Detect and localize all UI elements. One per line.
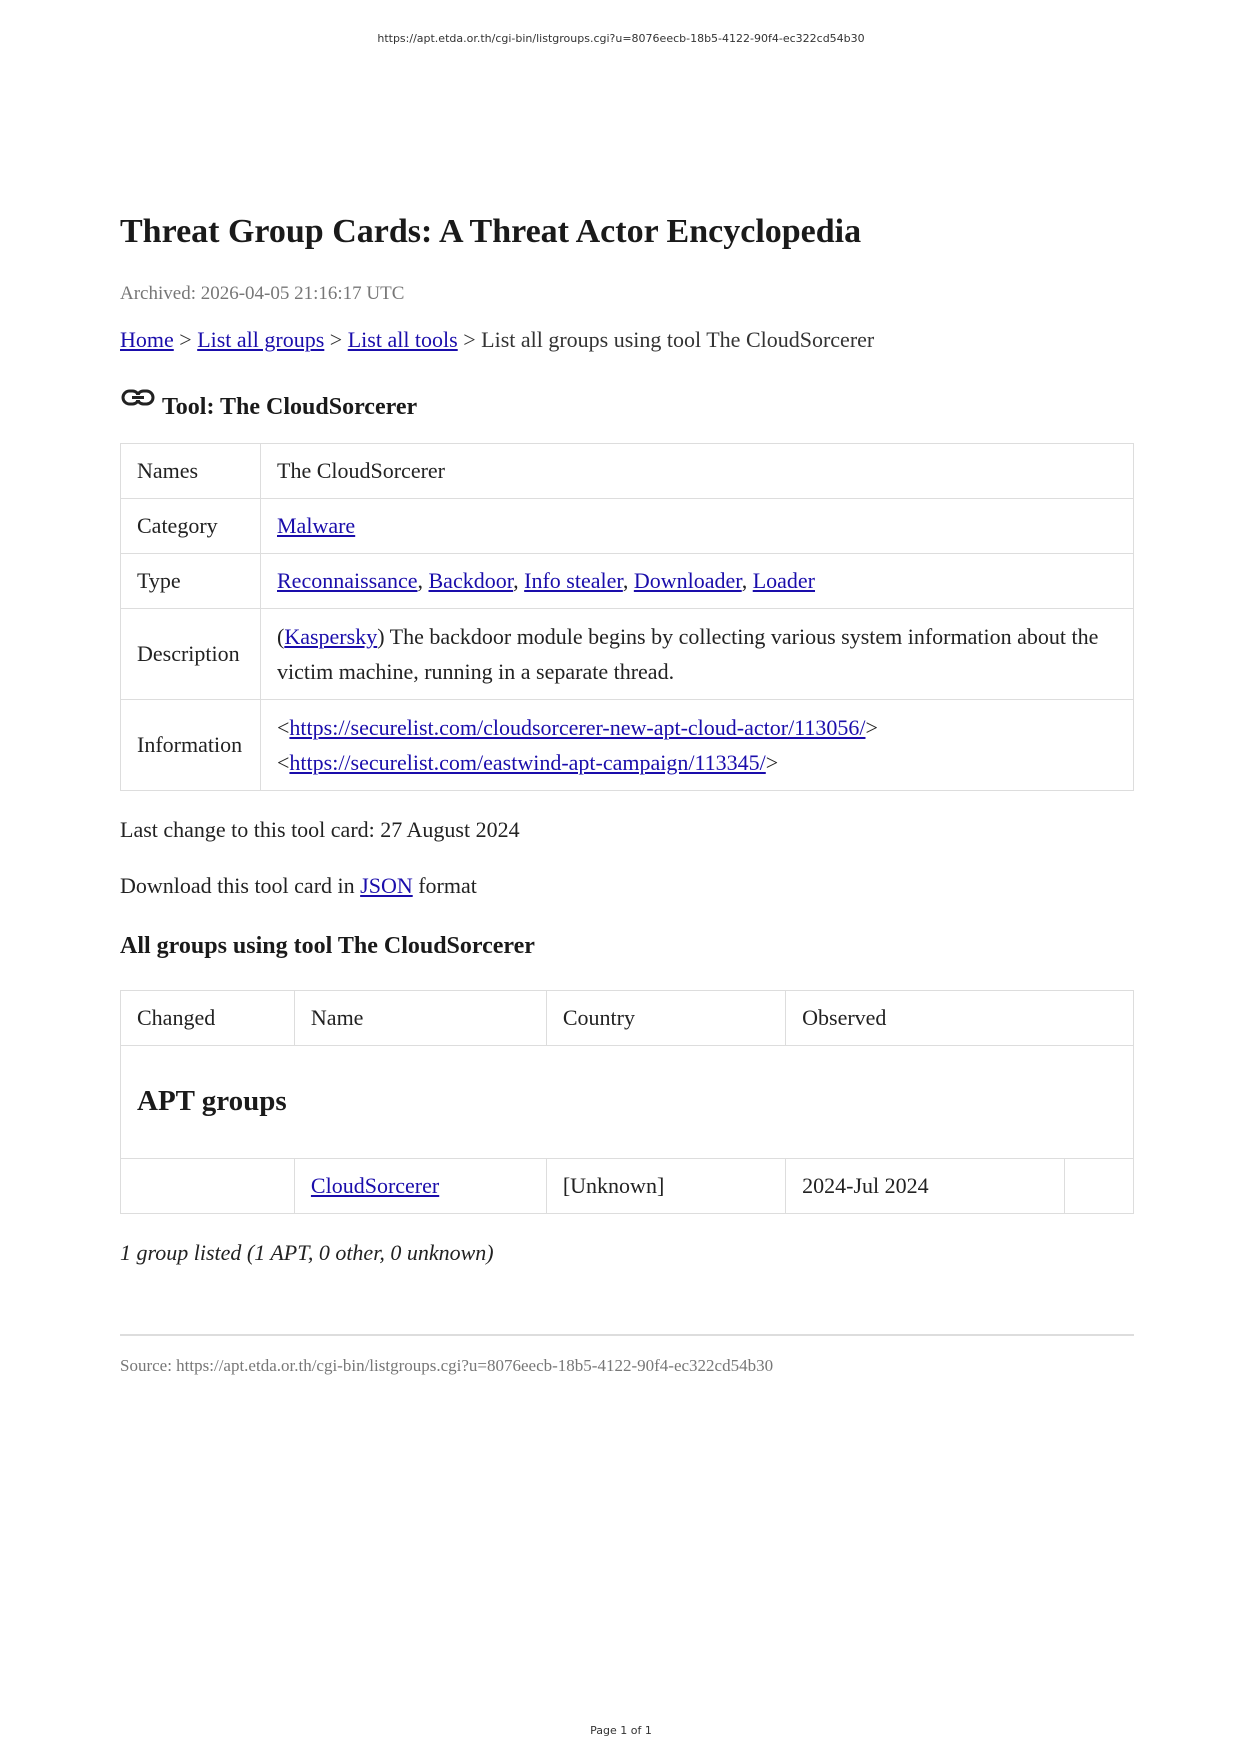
source-url: Source: https://apt.etda.or.th/cgi-bin/listgroups.cgi?u=8076eecb-18b5-4122-90f4-ec322cd54b30: [120, 1355, 774, 1375]
cell-country: [Unknown]: [546, 1158, 785, 1213]
type-separator: ,: [417, 567, 429, 593]
tool-heading: [120, 391, 1134, 421]
type-label: Type: [121, 553, 261, 608]
category-value: [261, 498, 1134, 553]
securelist-cloudsorcerer-link[interactable]: https://securelist.com/cloudsorcerer-new-apt-cloud-actor/113056/: [289, 714, 866, 740]
json-download-link[interactable]: JSON: [360, 872, 413, 898]
angle-open: <: [277, 714, 290, 740]
type-loader-link[interactable]: Loader: [752, 567, 816, 593]
table-header-row: [121, 990, 1134, 1045]
header-name: Name: [294, 990, 546, 1045]
download-text: Download this tool card in: [120, 872, 355, 898]
breadcrumb-current: List all groups using tool The CloudSorcerer: [481, 326, 875, 352]
table-row: [121, 443, 1134, 498]
breadcrumb-separator: >: [179, 326, 192, 352]
breadcrumb-separator: >: [463, 326, 476, 352]
category-label: Category: [121, 498, 261, 553]
page-title: Threat Group Cards: A Threat Actor Encyclopedia: [120, 213, 862, 250]
breadcrumb-separator: >: [329, 326, 343, 352]
description-paren: (: [277, 623, 285, 649]
tool-info-table: [120, 443, 1134, 791]
main-content: [120, 212, 1134, 1376]
information-value: [261, 699, 1134, 790]
description-label: Description: [121, 608, 261, 699]
section-row: [121, 1045, 1134, 1158]
header-country: Country: [546, 990, 785, 1045]
groups-summary: 1 group listed (1 APT, 0 other, 0 unknown): [120, 1239, 494, 1265]
download-format-text: format: [418, 872, 477, 898]
type-backdoor-link[interactable]: Backdoor: [428, 567, 514, 593]
group-cloudsorcerer-link[interactable]: CloudSorcerer: [310, 1172, 440, 1198]
table-row: [121, 553, 1134, 608]
securelist-eastwind-link[interactable]: https://securelist.com/eastwind-apt-campaign/113345/: [289, 749, 766, 775]
type-reconnaissance-link[interactable]: Reconnaissance: [277, 567, 418, 593]
names-label: Names: [121, 443, 261, 498]
archived-timestamp: Archived: 2026-04-05 21:16:17 UTC: [120, 282, 405, 304]
angle-open: <: [277, 749, 290, 775]
type-separator: ,: [622, 567, 634, 593]
cell-changed: [121, 1158, 295, 1213]
description-text: ) The backdoor module begins by collecting various system information about the victim machine, running in a separate thread.: [277, 623, 1099, 684]
type-info-stealer-link[interactable]: Info stealer: [524, 567, 623, 593]
description-value: [261, 608, 1134, 699]
header-changed: Changed: [121, 990, 295, 1045]
breadcrumb-tools-link[interactable]: List all tools: [347, 326, 458, 352]
groups-table: [120, 990, 1134, 1214]
breadcrumb-groups-link[interactable]: List all groups: [197, 326, 325, 352]
type-separator: ,: [741, 567, 753, 593]
table-row: [121, 1158, 1134, 1213]
download-line: [120, 873, 1134, 899]
cell-observed: 2024-Jul 2024: [786, 1158, 1065, 1213]
tool-heading-text: Tool: The CloudSorcerer: [162, 393, 418, 420]
breadcrumb-home-link[interactable]: Home: [120, 326, 174, 352]
link-icon: [120, 383, 156, 413]
header-observed: Observed: [786, 990, 1134, 1045]
last-change: Last change to this tool card: 27 August 2024: [120, 816, 520, 842]
category-malware-link[interactable]: Malware: [277, 512, 356, 538]
section-apt-groups: APT groups: [121, 1045, 1134, 1158]
table-row: [121, 498, 1134, 553]
angle-close: >: [865, 714, 878, 740]
type-downloader-link[interactable]: Downloader: [633, 567, 742, 593]
divider: [120, 1334, 1134, 1336]
information-label: Information: [121, 699, 261, 790]
kaspersky-link[interactable]: Kaspersky: [284, 623, 378, 649]
print-header-url: https://apt.etda.or.th/cgi-bin/listgroups.cgi?u=8076eecb-18b5-4122-90f4-ec322cd54b30: [377, 32, 865, 45]
print-footer-page: Page 1 of 1: [590, 1724, 652, 1737]
table-row: [121, 699, 1134, 790]
breadcrumb: [120, 327, 1134, 353]
type-value: [261, 553, 1134, 608]
table-row: [121, 608, 1134, 699]
type-separator: ,: [513, 567, 525, 593]
cell-name: [294, 1158, 546, 1213]
names-value: The CloudSorcerer: [261, 443, 1134, 498]
groups-title: All groups using tool The CloudSorcerer: [120, 932, 535, 959]
cell-extra: [1065, 1158, 1134, 1213]
angle-close: >: [765, 749, 779, 775]
